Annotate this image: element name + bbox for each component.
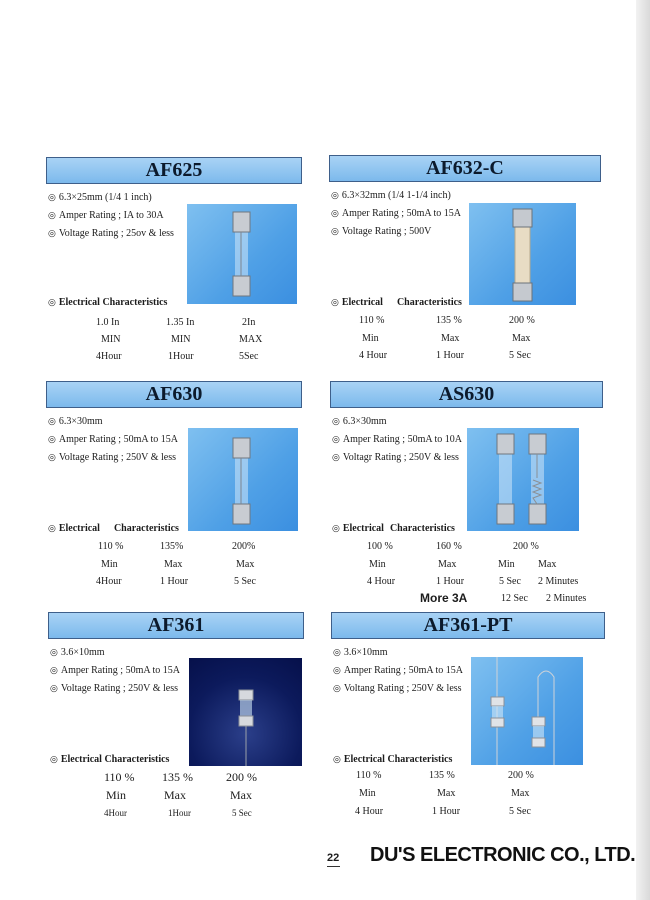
table-cell: 5 Sec	[234, 576, 256, 587]
table-cell: 135 %	[162, 770, 193, 784]
spec-size: ◎ 6.3×30mm	[48, 416, 103, 427]
table-cell: Max	[437, 788, 456, 799]
table-cell: 110 %	[98, 541, 124, 552]
glass-fuse-image	[187, 204, 297, 304]
table-cell: 1Hour	[168, 808, 191, 818]
table-cell: 110 %	[356, 770, 382, 781]
spec-size: ◎ 6.3×30mm	[332, 416, 387, 427]
table-cell: 200 %	[509, 315, 535, 326]
electrical-characteristics-label: ◎ Electrical Characteristics	[48, 523, 179, 534]
table-cell: MIN	[171, 334, 191, 345]
table-cell: 2In	[242, 317, 256, 328]
table-cell: MIN	[101, 334, 121, 345]
table-cell: 110 %	[359, 315, 385, 326]
spec-amper: ◎ Amper Rating ; IA to 30A	[48, 210, 164, 221]
table-cell: Max	[230, 788, 252, 802]
table-cell-extra: Max	[538, 559, 557, 570]
product-title-banner: AF632-C	[329, 155, 601, 182]
table-cell: 1 Hour	[436, 350, 465, 361]
table-cell: 200%	[232, 541, 256, 552]
table-cell: 4 Hour	[355, 806, 384, 817]
table-cell: Max	[511, 788, 530, 799]
glass-fuse-image	[188, 428, 298, 531]
fuse-photo	[189, 658, 302, 766]
fuse-photo	[469, 203, 576, 305]
table-cell: 5Sec	[239, 351, 259, 362]
table-cell: Max	[441, 333, 460, 344]
table-cell: 1.0 In	[96, 317, 120, 328]
spec-voltage: ◎ Voltage Rating ; 250V & less	[50, 683, 178, 694]
table-cell: Max	[236, 559, 255, 570]
table-cell: 1 Hour	[432, 806, 461, 817]
electrical-characteristics-label: ◎ Electrical Characteristics	[331, 297, 462, 308]
table-cell: 4 Hour	[367, 576, 396, 587]
table-cell: 1.35 In	[166, 317, 195, 328]
slow-blow-fuse-image	[467, 428, 579, 531]
spec-amper: ◎ Amper Rating ; 50mA to 15A	[333, 665, 464, 676]
spec-amper: ◎ Amper Rating ; 50mA to 15A	[48, 434, 179, 445]
table-cell: 5 Sec	[499, 576, 521, 587]
table-cell-extra: 2 Minutes	[546, 593, 587, 604]
table-cell: 135 %	[429, 770, 455, 781]
table-cell: Min	[369, 559, 386, 570]
electrical-characteristics-label: ◎ Electrical Characteristics	[50, 754, 170, 765]
table-cell: 110 %	[104, 770, 135, 784]
table-cell: 1Hour	[168, 351, 194, 362]
table-cell: Min	[498, 559, 515, 570]
spec-amper: ◎ Amper Rating ; 50mA to 15A	[50, 665, 181, 676]
table-cell: Min	[359, 788, 376, 799]
fuse-photo	[188, 428, 298, 531]
spec-amper: ◎ Amper Rating ; 50mA to 15A	[331, 208, 462, 219]
spec-amper: ◎ Amper Rating ; 50mA to 10A	[332, 434, 463, 445]
product-title-banner: AF361	[48, 612, 304, 639]
table-cell: Min	[106, 788, 127, 802]
micro-fuse-image	[189, 658, 302, 766]
product-title-banner: AF625	[46, 157, 302, 184]
spec-voltage: ◎ Voltage Rating ; 500V	[331, 226, 432, 237]
table-cell: Min	[101, 559, 118, 570]
spec-size: ◎ 6.3×32mm (1/4 1-1/4 inch)	[331, 190, 451, 201]
more-3a-label: More 3A	[420, 591, 468, 605]
product-card-af361	[48, 612, 320, 837]
table-cell: 200 %	[226, 770, 257, 784]
table-cell: 135%	[160, 541, 184, 552]
pigtail-fuse-image	[471, 657, 583, 765]
product-card-af632-c	[329, 155, 601, 380]
spec-voltage: ◎ Voltage Rating ; 25ov & less	[48, 228, 174, 239]
product-title-banner: AS630	[330, 381, 603, 408]
page-edge-shadow	[636, 0, 650, 900]
table-cell: Max	[438, 559, 457, 570]
product-card-af630	[46, 381, 318, 606]
company-name: DU'S ELECTRONIC CO., LTD.	[370, 844, 636, 866]
fuse-photo	[187, 204, 297, 304]
fuse-photo	[471, 657, 583, 765]
ceramic-fuse-image	[469, 203, 576, 305]
spec-size: ◎ 3.6×10mm	[50, 647, 105, 658]
product-card-as630	[330, 381, 602, 606]
table-cell: 4 Hour	[359, 350, 388, 361]
table-cell: 4Hour	[104, 808, 127, 818]
table-cell: 200 %	[513, 541, 539, 552]
table-cell: 5 Sec	[232, 808, 252, 818]
page-number: 22	[327, 852, 340, 864]
spec-voltage: ◎ Voltage Rating ; 250V & less	[48, 452, 176, 463]
table-cell: 1 Hour	[436, 576, 465, 587]
table-cell: Max	[164, 559, 183, 570]
table-cell-extra: 2 Minutes	[538, 576, 579, 587]
electrical-characteristics-label: ◎ Electrical Characteristics	[333, 754, 453, 765]
product-card-af361-pt	[331, 612, 603, 837]
table-cell: 1 Hour	[160, 576, 189, 587]
table-cell: 135 %	[436, 315, 462, 326]
spec-size: ◎ 6.3×25mm (1/4 1 inch)	[48, 192, 152, 203]
spec-voltage: ◎ Voltagr Rating ; 250V & less	[332, 452, 459, 463]
fuse-photo	[467, 428, 579, 531]
table-cell: 200 %	[508, 770, 534, 781]
product-card-af625	[46, 157, 318, 382]
spec-size: ◎ 3.6×10mm	[333, 647, 388, 658]
table-cell: Max	[164, 788, 186, 802]
table-cell: 4Hour	[96, 351, 122, 362]
spec-voltage: ◎ Voltang Rating ; 250V & less	[333, 683, 462, 694]
table-cell: 5 Sec	[509, 350, 531, 361]
table-cell-extra: 12 Sec	[501, 593, 528, 604]
table-cell: 4Hour	[96, 576, 122, 587]
product-title-banner: AF361-PT	[331, 612, 605, 639]
table-cell: 160 %	[436, 541, 462, 552]
electrical-characteristics-label: ◎ Electrical Characteristics	[48, 297, 168, 308]
table-cell: 100 %	[367, 541, 393, 552]
page-number-underline	[327, 866, 340, 867]
table-cell: 5 Sec	[509, 806, 531, 817]
table-cell: Max	[512, 333, 531, 344]
product-title-banner: AF630	[46, 381, 302, 408]
table-cell: MAX	[239, 334, 263, 345]
electrical-characteristics-label: ◎ Electrical Characteristics	[332, 523, 455, 534]
table-cell: Min	[362, 333, 379, 344]
